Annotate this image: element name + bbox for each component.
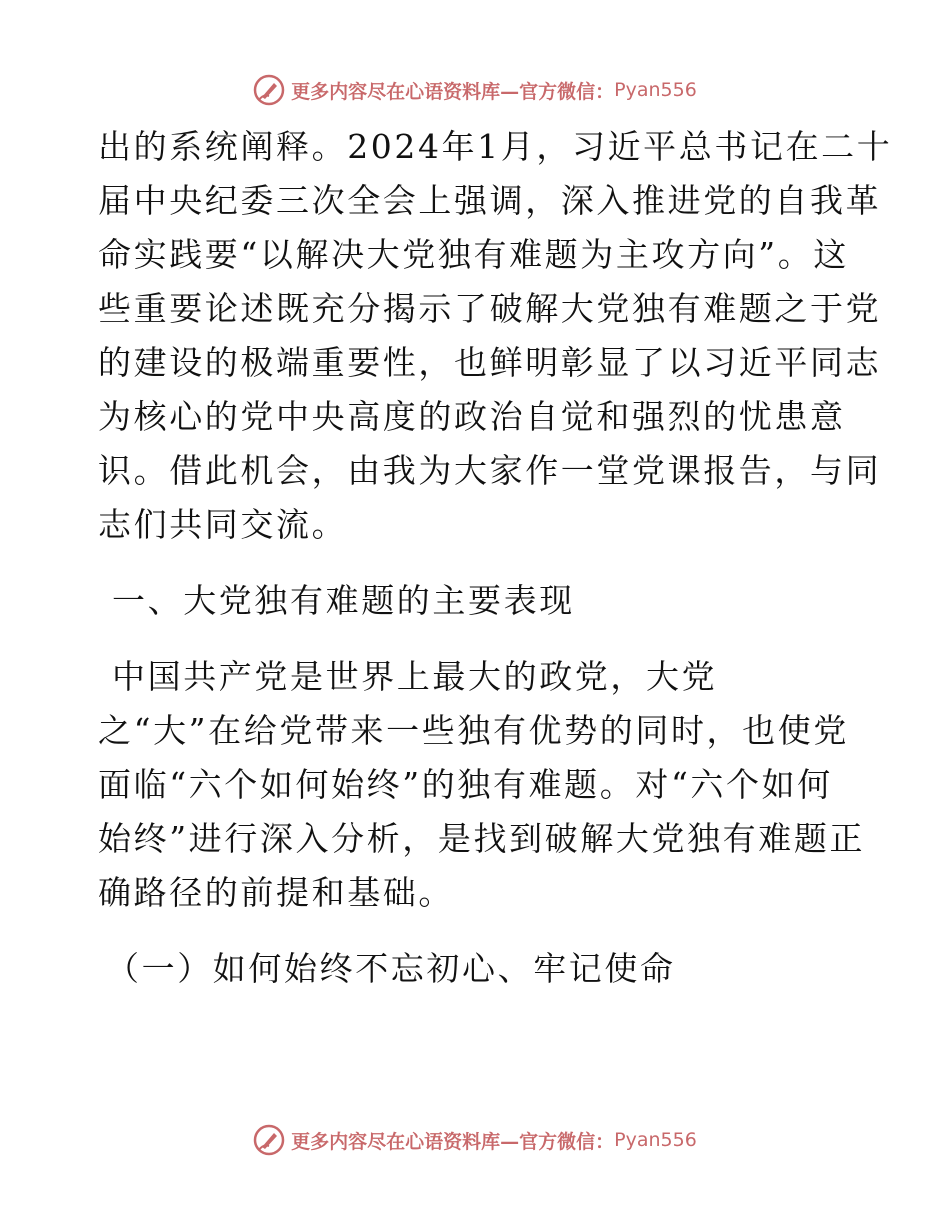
pen-logo-icon	[253, 1124, 285, 1156]
watermark-wechat-id: Pyan556	[614, 1129, 697, 1151]
paragraph-intro	[98, 120, 893, 552]
paragraph-section-one	[98, 650, 866, 920]
text-line: 志们共同交流。	[98, 505, 348, 544]
text-line: 些重要论述既充分揭示了破解大党独有难题之于党	[98, 289, 882, 328]
text-line: 为核心的党中央高度的政治自觉和强烈的忧患意	[98, 397, 846, 436]
text-line: 出的系统阐释。2024年1月，习近平总书记在二十	[98, 127, 893, 166]
subsection-heading: （一）如何始终不忘初心、牢记使命	[106, 949, 676, 988]
text-line: 命实践要“以解决大党独有难题为主攻方向”。这	[98, 235, 849, 274]
text-line: 之“大”在给党带来一些独有优势的同时，也使党	[98, 711, 849, 750]
text-line: 的建设的极端重要性，也鲜明彰显了以习近平同志	[98, 343, 882, 382]
text-line: 中国共产党是世界上最大的政党，大党	[112, 657, 718, 696]
text-line: 届中央纪委三次全会上强调，深入推进党的自我革	[98, 181, 882, 220]
watermark-text: 更多内容尽在心语资料库—官方微信：	[291, 80, 615, 103]
document-body	[98, 120, 893, 996]
text-line: 识。借此机会，由我为大家作一堂党课报告，与同	[98, 451, 882, 490]
text-line: 面临“六个如何始终”的独有难题。对“六个如何	[98, 765, 833, 804]
watermark-wechat-id: Pyan556	[614, 79, 697, 101]
watermark-text: 更多内容尽在心语资料库—官方微信：	[291, 1130, 615, 1153]
text-line: 确路径的前提和基础。	[98, 873, 454, 912]
section-heading: 一、大党独有难题的主要表现	[112, 581, 575, 620]
pen-logo-icon	[253, 74, 285, 106]
text-line: 始终”进行深入分析，是找到破解大党独有难题正	[98, 819, 866, 858]
watermark-header	[0, 70, 950, 110]
watermark-footer	[0, 1120, 950, 1160]
